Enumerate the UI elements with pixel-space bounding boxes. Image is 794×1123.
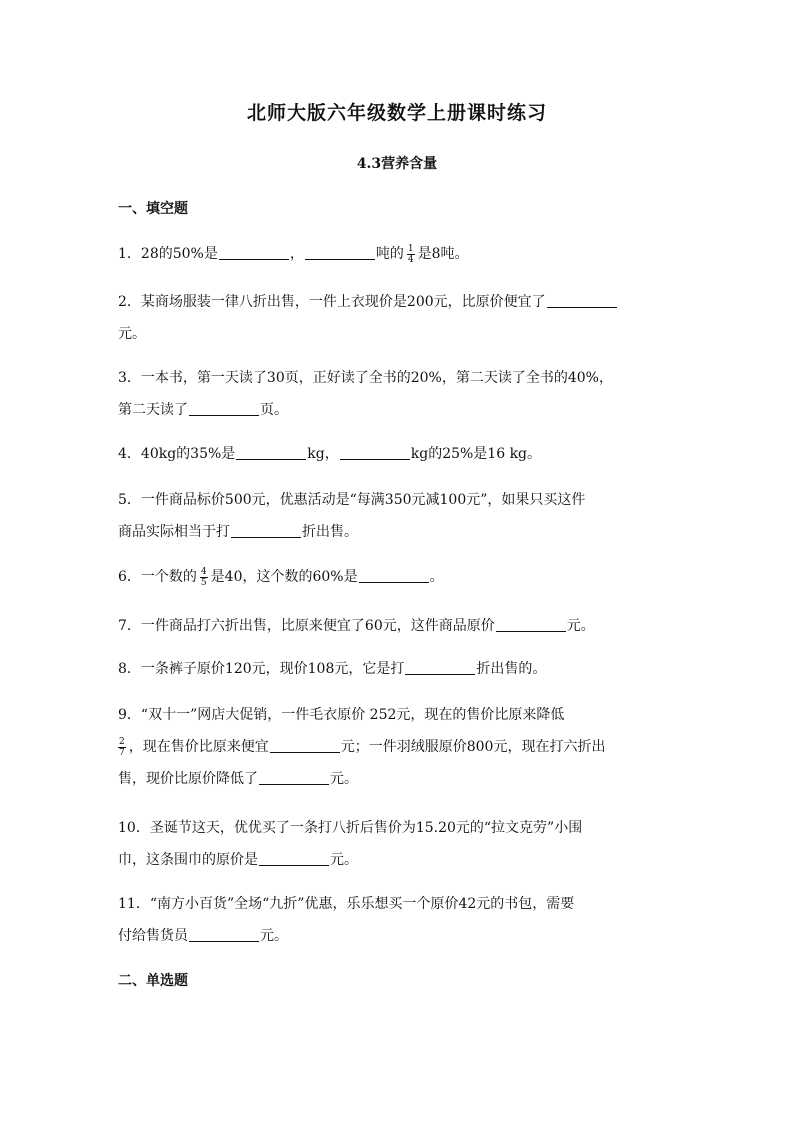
fraction — [118, 737, 126, 758]
question-text: ，现在售价比原来便宜 — [128, 739, 269, 755]
fraction-numerator: 2 — [119, 736, 125, 747]
question-9 — [118, 699, 678, 795]
question-text: 11．“南方小百货”全场“九折”优惠，乐乐想买一个原价42元的书包，需要 — [118, 896, 575, 912]
answer-blank — [340, 444, 410, 460]
page-subtitle: 4.3营养含量 — [356, 156, 438, 172]
question-3 — [118, 362, 678, 426]
question-text: 第二天读了 — [118, 402, 188, 418]
answer-blank — [547, 292, 617, 308]
question-text: 吨的 — [375, 246, 404, 262]
answer-blank — [259, 850, 329, 866]
fraction — [200, 567, 208, 588]
answer-blank — [496, 616, 566, 632]
question-text: 3．一本书，第一天读了30页，正好读了全书的20%，第二天读了全书的40%， — [118, 370, 613, 386]
question-text: 折出售。 — [302, 524, 358, 540]
fraction-numerator: 4 — [200, 566, 207, 577]
answer-blank — [189, 926, 259, 942]
question-text: kg， — [307, 446, 339, 462]
question-text: 。 — [429, 569, 444, 585]
question-text: 元。 — [260, 928, 288, 944]
question-4 — [118, 438, 678, 470]
question-text: 元；一件羽绒服原价800元，现在打六折出 — [340, 739, 606, 755]
question-text: 页。 — [260, 402, 288, 418]
question-text: 元。 — [566, 618, 595, 634]
question-8 — [118, 653, 678, 685]
answer-blank — [259, 769, 329, 785]
fraction-numerator: 1 — [407, 243, 414, 254]
fraction-denominator: 4 — [407, 254, 414, 265]
question-text: 折出售的。 — [476, 661, 547, 677]
question-6 — [118, 561, 678, 593]
question-1 — [118, 238, 678, 270]
question-text: 9．“双十一”网店大促销，一件毛衣原价 252元，现在的售价比原来降低 — [118, 707, 565, 723]
section-heading-fill-in: 一、填空题 — [118, 201, 188, 217]
answer-blank — [359, 567, 429, 583]
question-text: 是8吨。 — [417, 246, 469, 262]
question-text: 售，现价比原价降低了 — [118, 771, 258, 787]
answer-blank — [236, 444, 306, 460]
question-text: 7．一件商品打六折出售，比原来便宜了60元，这件商品原价 — [118, 618, 495, 634]
question-text: 商品实际相当于打 — [118, 524, 230, 540]
question-2 — [118, 286, 678, 350]
question-text: 4．40kg的35%是 — [118, 446, 236, 462]
question-text: 8．一条裤子原价120元，现价108元，它是打 — [118, 661, 405, 677]
question-text: 5．一件商品标价500元，优惠活动是“每满350元减100元”，如果只买这件 — [118, 492, 586, 508]
question-text: 元。 — [330, 771, 358, 787]
fraction-denominator: 7 — [119, 747, 125, 758]
question-text: ， — [289, 246, 304, 262]
section-heading-single-choice: 二、单选题 — [118, 973, 188, 989]
question-7 — [118, 610, 678, 642]
answer-blank — [305, 244, 375, 260]
question-text: kg的25%是16 kg。 — [410, 446, 542, 462]
question-text: 元。 — [330, 852, 358, 868]
fraction-denominator: 5 — [200, 577, 207, 588]
question-11 — [118, 888, 678, 952]
answer-blank — [405, 659, 475, 675]
question-text: 2．某商场服装一律八折出售，一件上衣现价是200元，比原价便宜了 — [118, 294, 546, 310]
page-title: 北师大版六年级数学上册课时练习 — [246, 102, 547, 124]
question-text: 10．圣诞节这天，优优买了一条打八折后售价为15.20元的“拉文克劳”小围 — [118, 820, 583, 836]
answer-blank — [219, 244, 289, 260]
question-text: 巾，这条围巾的原价是 — [118, 852, 258, 868]
answer-blank — [231, 522, 301, 538]
question-text: 元。 — [118, 326, 146, 342]
question-10 — [118, 812, 678, 876]
fraction — [407, 244, 415, 265]
answer-blank — [189, 400, 259, 416]
question-text: 付给售货员 — [118, 928, 188, 944]
question-text: 6．一个数的 — [118, 569, 197, 585]
question-text: 是40，这个数的60%是 — [210, 569, 358, 585]
question-text: 1．28的50%是 — [118, 246, 218, 262]
answer-blank — [270, 737, 340, 753]
question-5 — [118, 484, 678, 548]
